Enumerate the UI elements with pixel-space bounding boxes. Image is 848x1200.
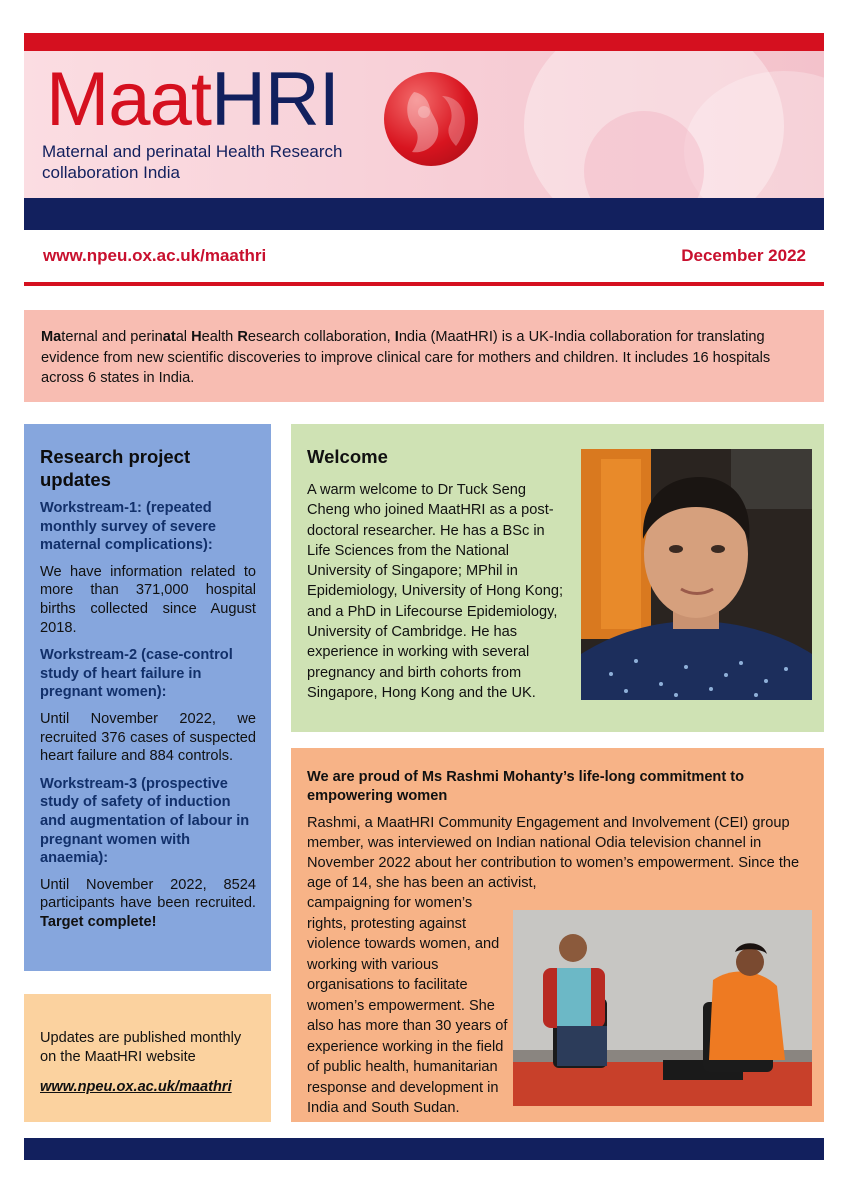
intro-box (24, 310, 824, 402)
welcome-body: A warm welcome to Dr Tuck Seng Cheng who joined MaatHRI as a post-doctoral researcher. He has a BSc in Life Sciences from the National University of Singapore; MPhil in Epidemiology, University of Hong Kong; and a PhD in Lifecourse Epidemiology, University of Cambridge. He has experience in working with several pregnancy and birth cohorts from Singapore, Hong Kong and the UK. (307, 482, 564, 701)
intro-text-d: esearch collaboration, (247, 329, 395, 345)
intro-initial-h: H (191, 329, 202, 345)
cei-story-body-top: Rashmi, a MaatHRI Community Engagement and Involvement (CEI) group member, was interviewed on Indian national Odia television channel in November 2022 about her contribution to women’s empowerment. Since the age of 14, she has been an activist, (307, 815, 800, 891)
masthead-navy-band (24, 198, 824, 230)
workstream-2-body: Until November 2022, we recruited 376 cases of suspected heart failure and 884 controls. (40, 710, 256, 765)
interview-photo (513, 910, 812, 1106)
welcome-title: Welcome (307, 446, 388, 467)
header-divider (24, 282, 824, 286)
workstream-2-title: Workstream-2 (case-control study of heart failure in pregnant women): (40, 647, 233, 701)
workstream-1-title: Workstream-1: (repeated monthly survey of severe maternal complications): (40, 500, 217, 554)
intro-initial-i: I (394, 329, 399, 345)
intro-initial-ma: Ma (41, 329, 62, 345)
issue-date: December 2022 (681, 246, 806, 265)
tagline-line-1: Maternal and perinatal Health Research (42, 142, 343, 161)
intro-text-e: ndia (MaatHRI) is a UK-India collaboration for translating evidence from new scientific discoveries to improve clinical care for mothers and children. It includes 16 hospitals across 6 states in India. (41, 329, 771, 386)
research-heading: Research project updates (40, 446, 191, 490)
research-updates-panel (24, 424, 271, 971)
intro-initial-at: at (162, 329, 176, 345)
footer-navy-bar (24, 1138, 824, 1160)
masthead-tagline (42, 141, 402, 183)
workstream-3-text: Until November 2022, 8524 participants have been recruited. (40, 876, 256, 912)
cei-story-title: We are proud of Ms Rashmi Mohanty’s life-long commitment to empowering women (307, 769, 745, 804)
intro-text-c: ealth (201, 329, 238, 345)
workstream-3-title: Workstream-3 (prospective study of safety of induction and augmentation of labour in pregnant women with anaemia): (40, 775, 250, 867)
maathri-logo (46, 57, 339, 142)
target-complete: Target complete! (40, 913, 157, 930)
updates-box (24, 994, 271, 1122)
portrait-photo (581, 449, 812, 700)
workstream-3-body (40, 876, 256, 932)
cei-story-body-wrap: campaigning for women’s rights, protesting against violence towards women, and working with various organisations to facilitate women’s empowerment. She also has more than 30 years of experience working in the field of public health, humanitarian response and development in India and South Sudan. (307, 895, 508, 1116)
logo-maat: Maat (46, 57, 211, 142)
intro-paragraph (41, 329, 770, 386)
logo-hri: HRI (210, 57, 339, 142)
intro-text-b: al (175, 329, 192, 345)
top-red-bar (24, 33, 824, 51)
tagline-line-2: collaboration India (42, 163, 180, 182)
updates-website-link[interactable]: www.npeu.ox.ac.uk/maathri (40, 1079, 232, 1096)
website-link[interactable]: www.npeu.ox.ac.uk/maathri (43, 246, 267, 265)
updates-text: Updates are published monthly on the MaatHRI website (40, 1030, 242, 1065)
intro-text-a: ternal and perin (61, 329, 163, 345)
intro-initial-r: R (237, 329, 248, 345)
workstream-1-body: We have information related to more than 371,000 hospital births collected since August 2018. (40, 563, 256, 636)
